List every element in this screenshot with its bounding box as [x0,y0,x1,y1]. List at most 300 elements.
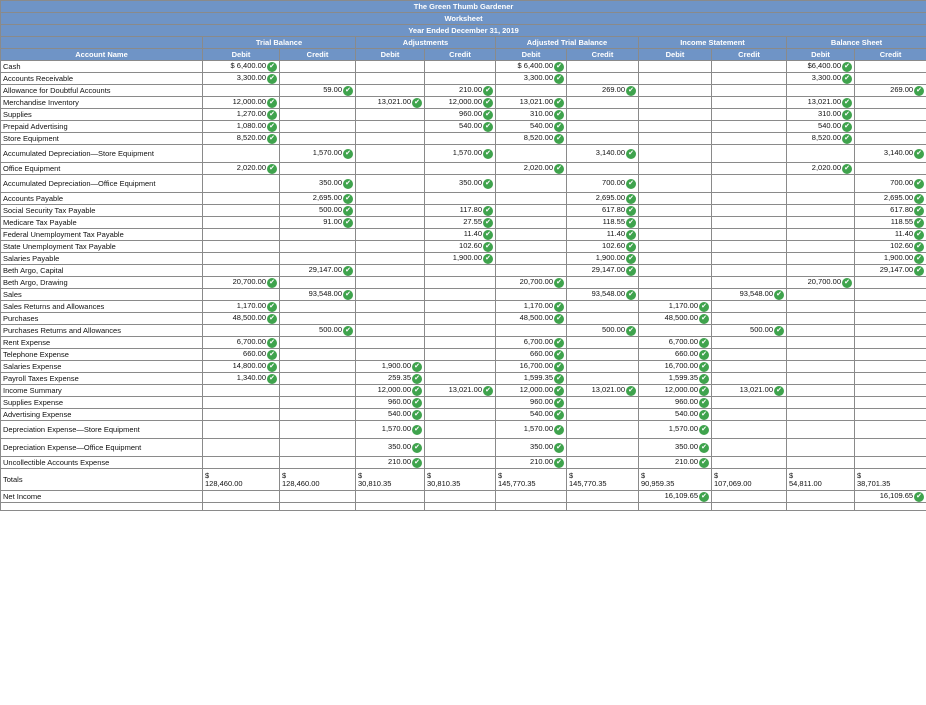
amount-cell-bs-credit[interactable] [855,85,926,97]
amount-cell-atb-credit[interactable] [567,253,639,265]
amount-cell-atb-debit[interactable] [496,439,567,457]
amount-cell-atb-credit[interactable] [567,277,639,289]
amount-cell-adj-credit[interactable] [425,457,496,469]
amount-cell-bs-debit[interactable] [787,145,855,163]
amount-cell-is-credit[interactable] [712,421,787,439]
amount-cell-atb-credit[interactable] [567,85,639,97]
amount-cell-adj-debit[interactable] [356,145,425,163]
amount-cell-tb-credit[interactable] [280,175,356,193]
amount-cell-adj-credit[interactable] [425,373,496,385]
amount-cell-is-credit[interactable] [712,373,787,385]
amount-cell-atb-credit[interactable] [567,61,639,73]
amount-cell-is-credit[interactable] [712,133,787,145]
amount-cell-tb-debit[interactable] [203,397,280,409]
amount-cell-bs-credit[interactable] [855,163,926,175]
amount-cell-atb-debit[interactable] [496,265,567,277]
amount-cell-tb-credit[interactable] [280,241,356,253]
amount-cell-tb-credit[interactable] [280,109,356,121]
amount-cell-is-credit[interactable] [712,229,787,241]
amount-cell-is-debit[interactable] [639,85,712,97]
amount-cell-is-credit[interactable] [712,289,787,301]
amount-cell-tb-debit[interactable] [203,193,280,205]
amount-cell-adj-credit[interactable] [425,133,496,145]
amount-cell-bs-credit[interactable] [855,385,926,397]
net-income-cell-bs-debit[interactable] [787,491,855,503]
amount-cell-bs-debit[interactable] [787,277,855,289]
amount-cell-tb-credit[interactable] [280,133,356,145]
amount-cell-atb-debit[interactable] [496,241,567,253]
amount-cell-atb-debit[interactable] [496,217,567,229]
amount-cell-is-debit[interactable] [639,325,712,337]
amount-cell-bs-credit[interactable] [855,61,926,73]
amount-cell-is-credit[interactable] [712,193,787,205]
amount-cell-tb-credit[interactable] [280,85,356,97]
amount-cell-atb-credit[interactable] [567,193,639,205]
amount-cell-atb-debit[interactable] [496,349,567,361]
amount-cell-adj-debit[interactable] [356,73,425,85]
amount-cell-tb-debit[interactable] [203,217,280,229]
amount-cell-atb-credit[interactable] [567,205,639,217]
amount-cell-adj-debit[interactable] [356,121,425,133]
amount-cell-adj-credit[interactable] [425,325,496,337]
amount-cell-bs-debit[interactable] [787,409,855,421]
amount-cell-atb-credit[interactable] [567,241,639,253]
amount-cell-is-debit[interactable] [639,397,712,409]
amount-cell-atb-credit[interactable] [567,121,639,133]
amount-cell-adj-credit[interactable] [425,439,496,457]
amount-cell-adj-credit[interactable] [425,253,496,265]
amount-cell-adj-credit[interactable] [425,361,496,373]
amount-cell-is-debit[interactable] [639,133,712,145]
amount-cell-atb-debit[interactable] [496,163,567,175]
amount-cell-adj-debit[interactable] [356,277,425,289]
amount-cell-adj-debit[interactable] [356,163,425,175]
amount-cell-adj-credit[interactable] [425,385,496,397]
amount-cell-bs-credit[interactable] [855,175,926,193]
amount-cell-bs-debit[interactable] [787,457,855,469]
amount-cell-tb-debit[interactable] [203,439,280,457]
amount-cell-bs-credit[interactable] [855,373,926,385]
total-cell-atb-credit[interactable] [567,469,639,491]
amount-cell-bs-debit[interactable] [787,337,855,349]
amount-cell-tb-debit[interactable] [203,325,280,337]
amount-cell-atb-debit[interactable] [496,229,567,241]
amount-cell-is-credit[interactable] [712,217,787,229]
amount-cell-bs-debit[interactable] [787,313,855,325]
amount-cell-tb-debit[interactable] [203,145,280,163]
amount-cell-bs-credit[interactable] [855,193,926,205]
amount-cell-adj-debit[interactable] [356,61,425,73]
amount-cell-atb-credit[interactable] [567,163,639,175]
amount-cell-tb-credit[interactable] [280,217,356,229]
amount-cell-is-debit[interactable] [639,277,712,289]
amount-cell-is-credit[interactable] [712,205,787,217]
amount-cell-is-debit[interactable] [639,265,712,277]
amount-cell-is-credit[interactable] [712,409,787,421]
amount-cell-bs-debit[interactable] [787,205,855,217]
amount-cell-tb-credit[interactable] [280,145,356,163]
amount-cell-tb-debit[interactable] [203,421,280,439]
amount-cell-atb-debit[interactable] [496,205,567,217]
amount-cell-atb-debit[interactable] [496,175,567,193]
amount-cell-tb-credit[interactable] [280,325,356,337]
amount-cell-atb-debit[interactable] [496,97,567,109]
amount-cell-bs-debit[interactable] [787,133,855,145]
amount-cell-adj-credit[interactable] [425,97,496,109]
amount-cell-adj-credit[interactable] [425,229,496,241]
amount-cell-is-debit[interactable] [639,217,712,229]
amount-cell-tb-credit[interactable] [280,193,356,205]
amount-cell-bs-debit[interactable] [787,61,855,73]
net-income-cell-tb-credit[interactable] [280,491,356,503]
amount-cell-bs-debit[interactable] [787,397,855,409]
amount-cell-atb-credit[interactable] [567,109,639,121]
total-cell-bs-debit[interactable] [787,469,855,491]
amount-cell-bs-debit[interactable] [787,193,855,205]
amount-cell-tb-debit[interactable] [203,73,280,85]
amount-cell-is-debit[interactable] [639,61,712,73]
amount-cell-atb-credit[interactable] [567,385,639,397]
amount-cell-bs-debit[interactable] [787,163,855,175]
amount-cell-atb-debit[interactable] [496,85,567,97]
amount-cell-adj-debit[interactable] [356,289,425,301]
amount-cell-adj-credit[interactable] [425,313,496,325]
amount-cell-tb-debit[interactable] [203,409,280,421]
amount-cell-atb-credit[interactable] [567,301,639,313]
amount-cell-is-debit[interactable] [639,97,712,109]
amount-cell-atb-debit[interactable] [496,313,567,325]
net-income-cell-tb-debit[interactable] [203,491,280,503]
amount-cell-atb-debit[interactable] [496,397,567,409]
amount-cell-is-credit[interactable] [712,277,787,289]
amount-cell-tb-debit[interactable] [203,301,280,313]
amount-cell-tb-credit[interactable] [280,163,356,175]
net-income-cell-atb-credit[interactable] [567,491,639,503]
amount-cell-atb-debit[interactable] [496,73,567,85]
amount-cell-bs-credit[interactable] [855,325,926,337]
amount-cell-is-credit[interactable] [712,109,787,121]
amount-cell-bs-debit[interactable] [787,421,855,439]
amount-cell-tb-debit[interactable] [203,313,280,325]
amount-cell-adj-debit[interactable] [356,439,425,457]
amount-cell-atb-credit[interactable] [567,373,639,385]
amount-cell-bs-credit[interactable] [855,97,926,109]
amount-cell-tb-credit[interactable] [280,397,356,409]
total-cell-tb-debit[interactable] [203,469,280,491]
amount-cell-tb-debit[interactable] [203,163,280,175]
amount-cell-bs-credit[interactable] [855,421,926,439]
amount-cell-atb-debit[interactable] [496,133,567,145]
amount-cell-atb-credit[interactable] [567,265,639,277]
amount-cell-is-credit[interactable] [712,61,787,73]
amount-cell-bs-credit[interactable] [855,337,926,349]
amount-cell-is-debit[interactable] [639,457,712,469]
amount-cell-atb-credit[interactable] [567,145,639,163]
amount-cell-adj-credit[interactable] [425,409,496,421]
amount-cell-atb-credit[interactable] [567,289,639,301]
amount-cell-tb-credit[interactable] [280,289,356,301]
amount-cell-is-debit[interactable] [639,439,712,457]
amount-cell-bs-debit[interactable] [787,85,855,97]
amount-cell-is-debit[interactable] [639,349,712,361]
amount-cell-bs-debit[interactable] [787,289,855,301]
amount-cell-bs-debit[interactable] [787,229,855,241]
amount-cell-tb-debit[interactable] [203,373,280,385]
amount-cell-is-debit[interactable] [639,175,712,193]
amount-cell-bs-credit[interactable] [855,133,926,145]
amount-cell-tb-credit[interactable] [280,457,356,469]
amount-cell-is-credit[interactable] [712,349,787,361]
amount-cell-adj-credit[interactable] [425,193,496,205]
amount-cell-is-credit[interactable] [712,253,787,265]
amount-cell-adj-credit[interactable] [425,301,496,313]
amount-cell-is-credit[interactable] [712,361,787,373]
amount-cell-adj-debit[interactable] [356,241,425,253]
amount-cell-bs-credit[interactable] [855,73,926,85]
amount-cell-bs-debit[interactable] [787,253,855,265]
amount-cell-atb-debit[interactable] [496,361,567,373]
amount-cell-is-debit[interactable] [639,373,712,385]
amount-cell-is-debit[interactable] [639,409,712,421]
amount-cell-is-credit[interactable] [712,85,787,97]
amount-cell-is-debit[interactable] [639,253,712,265]
amount-cell-atb-debit[interactable] [496,121,567,133]
amount-cell-atb-debit[interactable] [496,409,567,421]
amount-cell-tb-debit[interactable] [203,385,280,397]
amount-cell-tb-credit[interactable] [280,73,356,85]
amount-cell-bs-credit[interactable] [855,349,926,361]
amount-cell-tb-credit[interactable] [280,409,356,421]
amount-cell-atb-credit[interactable] [567,133,639,145]
amount-cell-tb-credit[interactable] [280,265,356,277]
amount-cell-bs-debit[interactable] [787,373,855,385]
amount-cell-is-credit[interactable] [712,73,787,85]
amount-cell-is-credit[interactable] [712,313,787,325]
amount-cell-tb-debit[interactable] [203,121,280,133]
amount-cell-adj-credit[interactable] [425,217,496,229]
amount-cell-adj-debit[interactable] [356,373,425,385]
amount-cell-is-credit[interactable] [712,385,787,397]
amount-cell-adj-debit[interactable] [356,457,425,469]
amount-cell-bs-credit[interactable] [855,145,926,163]
amount-cell-atb-debit[interactable] [496,301,567,313]
amount-cell-atb-debit[interactable] [496,253,567,265]
amount-cell-adj-debit[interactable] [356,253,425,265]
amount-cell-bs-debit[interactable] [787,73,855,85]
amount-cell-is-debit[interactable] [639,361,712,373]
amount-cell-tb-debit[interactable] [203,241,280,253]
amount-cell-adj-debit[interactable] [356,313,425,325]
amount-cell-tb-debit[interactable] [203,349,280,361]
total-cell-tb-credit[interactable] [280,469,356,491]
amount-cell-bs-debit[interactable] [787,349,855,361]
amount-cell-is-debit[interactable] [639,73,712,85]
amount-cell-adj-debit[interactable] [356,325,425,337]
amount-cell-atb-debit[interactable] [496,61,567,73]
amount-cell-atb-debit[interactable] [496,373,567,385]
amount-cell-bs-credit[interactable] [855,439,926,457]
amount-cell-tb-debit[interactable] [203,277,280,289]
amount-cell-bs-credit[interactable] [855,361,926,373]
amount-cell-atb-debit[interactable] [496,337,567,349]
amount-cell-adj-debit[interactable] [356,349,425,361]
amount-cell-tb-credit[interactable] [280,253,356,265]
amount-cell-is-credit[interactable] [712,439,787,457]
amount-cell-bs-debit[interactable] [787,325,855,337]
amount-cell-adj-credit[interactable] [425,205,496,217]
amount-cell-adj-credit[interactable] [425,241,496,253]
amount-cell-is-credit[interactable] [712,265,787,277]
net-income-cell-atb-debit[interactable] [496,491,567,503]
amount-cell-adj-credit[interactable] [425,121,496,133]
amount-cell-bs-debit[interactable] [787,385,855,397]
amount-cell-is-debit[interactable] [639,121,712,133]
amount-cell-adj-debit[interactable] [356,229,425,241]
amount-cell-atb-credit[interactable] [567,325,639,337]
amount-cell-tb-credit[interactable] [280,361,356,373]
amount-cell-bs-credit[interactable] [855,457,926,469]
net-income-cell-adj-credit[interactable] [425,491,496,503]
amount-cell-tb-debit[interactable] [203,61,280,73]
amount-cell-is-debit[interactable] [639,241,712,253]
amount-cell-tb-debit[interactable] [203,85,280,97]
amount-cell-bs-credit[interactable] [855,301,926,313]
amount-cell-tb-credit[interactable] [280,97,356,109]
amount-cell-adj-debit[interactable] [356,301,425,313]
amount-cell-atb-debit[interactable] [496,109,567,121]
amount-cell-tb-debit[interactable] [203,109,280,121]
amount-cell-adj-credit[interactable] [425,289,496,301]
amount-cell-is-debit[interactable] [639,289,712,301]
amount-cell-atb-credit[interactable] [567,457,639,469]
amount-cell-bs-credit[interactable] [855,277,926,289]
amount-cell-atb-credit[interactable] [567,439,639,457]
amount-cell-tb-debit[interactable] [203,457,280,469]
amount-cell-adj-credit[interactable] [425,337,496,349]
amount-cell-tb-debit[interactable] [203,289,280,301]
amount-cell-is-credit[interactable] [712,97,787,109]
amount-cell-atb-credit[interactable] [567,73,639,85]
amount-cell-adj-debit[interactable] [356,385,425,397]
amount-cell-tb-debit[interactable] [203,253,280,265]
amount-cell-is-debit[interactable] [639,313,712,325]
amount-cell-is-credit[interactable] [712,301,787,313]
amount-cell-tb-credit[interactable] [280,337,356,349]
amount-cell-is-debit[interactable] [639,109,712,121]
amount-cell-tb-credit[interactable] [280,229,356,241]
total-cell-bs-credit[interactable] [855,469,926,491]
amount-cell-bs-credit[interactable] [855,217,926,229]
amount-cell-adj-credit[interactable] [425,349,496,361]
amount-cell-adj-credit[interactable] [425,163,496,175]
amount-cell-is-credit[interactable] [712,241,787,253]
amount-cell-atb-debit[interactable] [496,457,567,469]
amount-cell-tb-debit[interactable] [203,337,280,349]
amount-cell-adj-debit[interactable] [356,397,425,409]
amount-cell-is-debit[interactable] [639,193,712,205]
amount-cell-atb-credit[interactable] [567,229,639,241]
amount-cell-atb-credit[interactable] [567,313,639,325]
amount-cell-adj-debit[interactable] [356,265,425,277]
amount-cell-tb-credit[interactable] [280,301,356,313]
amount-cell-is-debit[interactable] [639,421,712,439]
amount-cell-is-credit[interactable] [712,145,787,163]
amount-cell-adj-debit[interactable] [356,205,425,217]
amount-cell-bs-credit[interactable] [855,265,926,277]
amount-cell-tb-debit[interactable] [203,97,280,109]
amount-cell-tb-credit[interactable] [280,385,356,397]
total-cell-is-debit[interactable] [639,469,712,491]
amount-cell-adj-debit[interactable] [356,97,425,109]
amount-cell-adj-debit[interactable] [356,133,425,145]
amount-cell-adj-credit[interactable] [425,145,496,163]
amount-cell-bs-debit[interactable] [787,265,855,277]
amount-cell-bs-credit[interactable] [855,229,926,241]
net-income-cell-is-debit[interactable] [639,491,712,503]
amount-cell-is-debit[interactable] [639,145,712,163]
amount-cell-bs-credit[interactable] [855,397,926,409]
amount-cell-bs-credit[interactable] [855,289,926,301]
amount-cell-adj-credit[interactable] [425,109,496,121]
amount-cell-atb-credit[interactable] [567,361,639,373]
amount-cell-adj-debit[interactable] [356,361,425,373]
amount-cell-tb-credit[interactable] [280,121,356,133]
amount-cell-tb-credit[interactable] [280,61,356,73]
amount-cell-tb-credit[interactable] [280,205,356,217]
amount-cell-is-credit[interactable] [712,121,787,133]
amount-cell-tb-credit[interactable] [280,373,356,385]
amount-cell-adj-debit[interactable] [356,217,425,229]
amount-cell-adj-credit[interactable] [425,61,496,73]
amount-cell-tb-debit[interactable] [203,205,280,217]
amount-cell-tb-credit[interactable] [280,421,356,439]
amount-cell-atb-debit[interactable] [496,421,567,439]
amount-cell-bs-credit[interactable] [855,409,926,421]
amount-cell-adj-credit[interactable] [425,397,496,409]
amount-cell-tb-debit[interactable] [203,361,280,373]
amount-cell-adj-credit[interactable] [425,277,496,289]
amount-cell-is-debit[interactable] [639,229,712,241]
amount-cell-bs-debit[interactable] [787,217,855,229]
amount-cell-tb-debit[interactable] [203,265,280,277]
amount-cell-adj-debit[interactable] [356,109,425,121]
amount-cell-is-credit[interactable] [712,163,787,175]
amount-cell-is-debit[interactable] [639,163,712,175]
amount-cell-bs-credit[interactable] [855,121,926,133]
amount-cell-bs-credit[interactable] [855,253,926,265]
amount-cell-adj-debit[interactable] [356,421,425,439]
amount-cell-adj-credit[interactable] [425,421,496,439]
amount-cell-adj-debit[interactable] [356,175,425,193]
amount-cell-is-credit[interactable] [712,397,787,409]
amount-cell-bs-debit[interactable] [787,439,855,457]
net-income-cell-adj-debit[interactable] [356,491,425,503]
amount-cell-bs-debit[interactable] [787,175,855,193]
amount-cell-tb-credit[interactable] [280,349,356,361]
amount-cell-bs-debit[interactable] [787,301,855,313]
amount-cell-is-credit[interactable] [712,175,787,193]
amount-cell-tb-credit[interactable] [280,277,356,289]
amount-cell-atb-debit[interactable] [496,145,567,163]
amount-cell-is-credit[interactable] [712,325,787,337]
amount-cell-adj-credit[interactable] [425,265,496,277]
amount-cell-tb-debit[interactable] [203,133,280,145]
net-income-cell-is-credit[interactable] [712,491,787,503]
amount-cell-atb-debit[interactable] [496,289,567,301]
amount-cell-is-debit[interactable] [639,205,712,217]
net-income-cell-bs-credit[interactable] [855,491,926,503]
amount-cell-bs-credit[interactable] [855,109,926,121]
